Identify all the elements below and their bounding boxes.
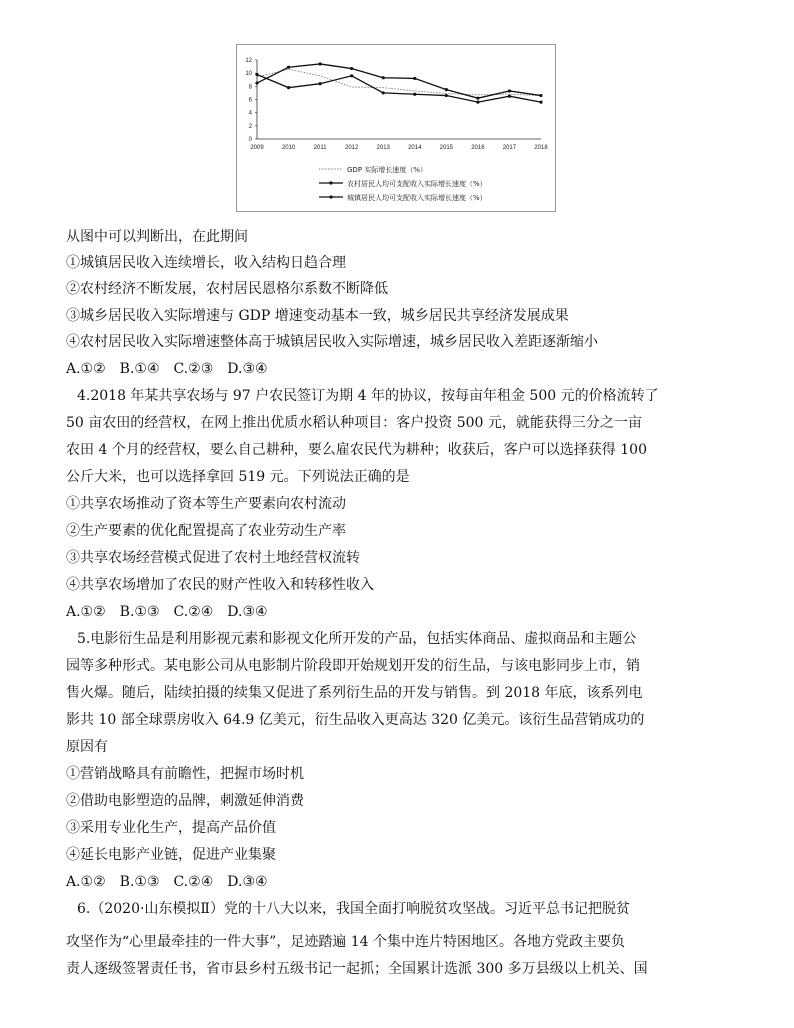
- legend-marker: [329, 195, 332, 198]
- option-line: ②农村经济不断发展，农村居民恩格尔系数不断降低: [66, 281, 388, 297]
- option-line: ②生产要素的优化配置提高了农业劳动生产率: [66, 523, 346, 539]
- data-point: [539, 101, 542, 104]
- legend-marker: [329, 181, 332, 184]
- question-text: 农田 4 个月的经营权，要么自己耕种，要么雇农民代为耕种；收获后，客户可以选择获得 100: [66, 442, 647, 458]
- option-line: ④延长电影产业链，促进产业集聚: [66, 847, 276, 863]
- data-point: [350, 67, 353, 70]
- data-point: [287, 66, 290, 69]
- y-tick-label: 2: [248, 123, 252, 130]
- question-text: 攻坚作为“心里最牵挂的一件大事”，足迹踏遍 14 个集中连片特困地区。各地方党政主要负: [66, 934, 626, 950]
- data-point: [413, 93, 416, 96]
- data-point: [445, 94, 448, 97]
- question-stem: 从图中可以判断出，在此期间: [66, 229, 248, 245]
- data-point: [319, 62, 322, 65]
- x-tick-label: 2012: [344, 145, 359, 151]
- data-point: [350, 74, 353, 77]
- x-tick-label: 2018: [534, 145, 548, 151]
- option-line: ①营销战略具有前瞻性，把握市场时机: [66, 766, 304, 782]
- option-line: ①共享农场推动了资本等生产要素向农村流动: [66, 496, 346, 512]
- data-point: [287, 86, 290, 89]
- y-tick-label: 4: [248, 110, 252, 117]
- y-tick-label: 0: [248, 137, 252, 143]
- option-line: ②借助电影塑造的品牌，刺激延伸消费: [66, 793, 304, 809]
- data-point: [539, 94, 542, 97]
- y-tick-label: 10: [245, 71, 252, 78]
- question-text: 50 亩农田的经营权，在网上推出优质水稻认种项目：客户投资 500 元，就能获得三分之一亩: [66, 415, 642, 431]
- option-line: ③采用专业化生产，提高产品价值: [66, 820, 276, 836]
- option-line: ④农村居民收入实际增速整体高于城镇居民收入实际增速，城乡居民收入差距逐渐缩小: [66, 334, 598, 350]
- data-point: [508, 89, 511, 92]
- x-tick-label: 2017: [502, 145, 517, 151]
- option-line: ③共享农场经营模式促进了农村土地经营权流转: [66, 550, 360, 566]
- data-point: [382, 76, 385, 79]
- line-chart: [236, 44, 556, 212]
- question-text: 6.（2020·山东模拟Ⅱ）党的十八大以来，我国全面打响脱贫攻坚战。习近平总书记把脱贫: [77, 901, 630, 917]
- y-tick-label: 12: [245, 58, 252, 64]
- data-point: [319, 82, 322, 85]
- data-point: [445, 88, 448, 91]
- question-text: 园等多种形式。某电影公司从电影制片阶段即开始规划开发的衍生品，与该电影同步上市，销: [66, 658, 640, 674]
- question-text: 售火爆。随后，陆续拍摄的续集又促进了系列衍生品的开发与销售。到 2018 年底，该系列电: [66, 685, 643, 701]
- data-point: [255, 81, 258, 84]
- answer-choices: A.①② B.①③ C.②④ D.③④: [66, 874, 268, 890]
- question-text: 影共 10 部全球票房收入 64.9 亿美元，衍生品收入更高达 320 亿美元。该衍生品营销成功的: [66, 712, 645, 728]
- data-point: [382, 91, 385, 94]
- legend-label: 农村居民人均可支配收入实际增长速度（%）: [347, 180, 487, 188]
- data-point: [476, 97, 479, 100]
- answer-choices: A.①② B.①③ C.②④ D.③④: [66, 604, 268, 620]
- question-text: 5.电影衍生品是利用影视元素和影视文化所开发的产品，包括实体商品、虚拟商品和主题公: [77, 631, 637, 647]
- chart-svg: [237, 45, 555, 211]
- x-tick-label: 2016: [471, 145, 485, 151]
- option-line: ③城乡居民收入实际增速与 GDP 增速变动基本一致，城乡居民共享经济发展成果: [66, 308, 569, 324]
- question-text: 责人逐级签署责任书，省市县乡村五级书记一起抓；全国累计选派 300 多万县级以上机关、国: [66, 961, 648, 977]
- x-tick-label: 2013: [376, 145, 390, 151]
- x-tick-label: 2014: [408, 145, 422, 151]
- option-line: ④共享农场增加了农民的财产性收入和转移性收入: [66, 577, 374, 593]
- x-tick-label: 2011: [313, 145, 327, 151]
- data-point: [476, 101, 479, 104]
- answer-choices: A.①② B.①④ C.②③ D.③④: [66, 361, 268, 377]
- legend-label: GDP 实际增长速度（%）: [347, 166, 427, 174]
- y-tick-label: 8: [248, 84, 252, 91]
- data-point: [255, 73, 258, 76]
- data-point: [413, 77, 416, 80]
- x-tick-label: 2009: [250, 145, 264, 151]
- x-tick-label: 2010: [281, 145, 296, 151]
- question-text: 原因有: [66, 739, 108, 755]
- data-point: [508, 95, 511, 98]
- question-text: 4.2018 年某共享农场与 97 户农民签订为期 4 年的协议，按每亩年租金 500 元的价格流转了: [77, 388, 659, 404]
- x-tick-label: 2015: [439, 145, 454, 151]
- question-text: 公斤大米，也可以选择拿回 519 元。下列说法正确的是: [66, 469, 410, 485]
- series-line-1: [257, 69, 541, 95]
- legend-label: 城镇居民人均可支配收入实际增长速度（%）: [347, 194, 487, 202]
- y-tick-label: 6: [248, 97, 252, 104]
- option-line: ①城镇居民收入连续增长，收入结构日趋合理: [66, 255, 346, 271]
